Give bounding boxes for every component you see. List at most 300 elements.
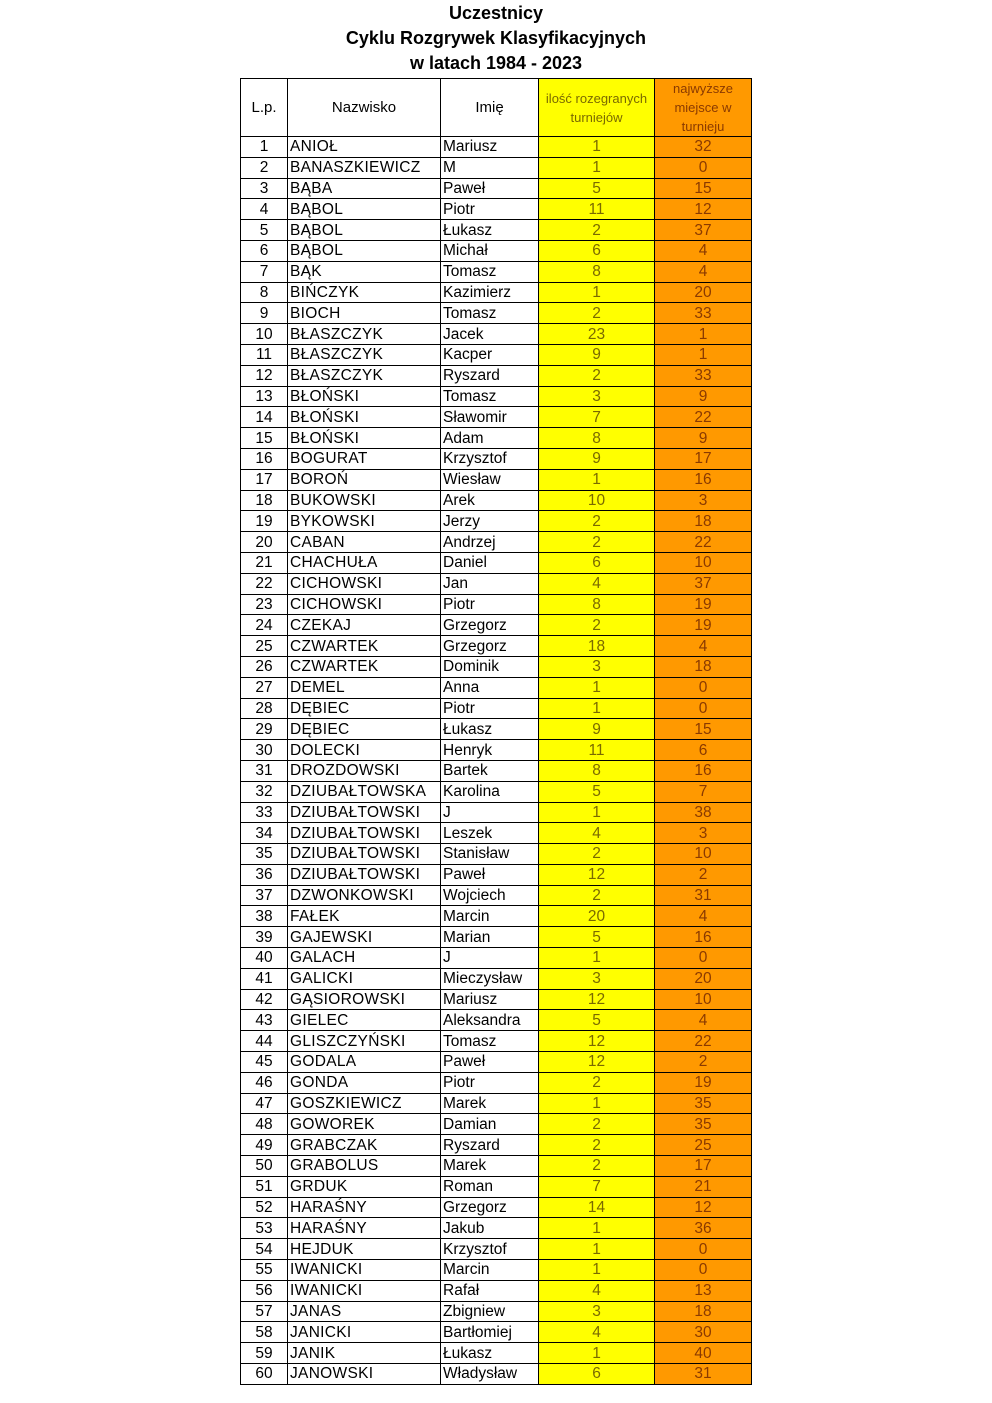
table-row (241, 1010, 752, 1031)
table-row (241, 199, 752, 220)
cell-count: 10 (539, 490, 655, 511)
cell-surname: DĘBIEC (288, 719, 441, 740)
cell-surname: BUKOWSKI (288, 490, 441, 511)
cell-name: Ryszard (441, 365, 539, 386)
cell-lp: 4 (241, 199, 288, 220)
cell-lp: 26 (241, 656, 288, 677)
cell-lp: 28 (241, 698, 288, 719)
cell-name: Łukasz (441, 719, 539, 740)
table-row (241, 594, 752, 615)
cell-count: 1 (539, 948, 655, 969)
cell-count: 14 (539, 1197, 655, 1218)
cell-count: 5 (539, 781, 655, 802)
cell-best: 21 (655, 1176, 752, 1197)
cell-best: 17 (655, 1156, 752, 1177)
cell-name: Marcin (441, 906, 539, 927)
cell-best: 37 (655, 220, 752, 241)
cell-best: 20 (655, 968, 752, 989)
table-row (241, 1052, 752, 1073)
cell-name: Piotr (441, 1072, 539, 1093)
cell-count: 5 (539, 927, 655, 948)
cell-name: Karolina (441, 781, 539, 802)
cell-surname: BŁASZCZYK (288, 344, 441, 365)
cell-lp: 41 (241, 968, 288, 989)
cell-surname: CZEKAJ (288, 615, 441, 636)
cell-lp: 29 (241, 719, 288, 740)
cell-lp: 57 (241, 1301, 288, 1322)
cell-name: Grzegorz (441, 636, 539, 657)
cell-best: 32 (655, 137, 752, 158)
cell-best: 22 (655, 1031, 752, 1052)
cell-name: Grzegorz (441, 1197, 539, 1218)
cell-lp: 31 (241, 760, 288, 781)
cell-best: 16 (655, 469, 752, 490)
cell-count: 2 (539, 220, 655, 241)
cell-lp: 36 (241, 864, 288, 885)
cell-name: Aleksandra (441, 1010, 539, 1031)
cell-count: 2 (539, 303, 655, 324)
cell-count: 2 (539, 365, 655, 386)
cell-best: 2 (655, 864, 752, 885)
cell-count: 12 (539, 1031, 655, 1052)
cell-surname: JANIK (288, 1343, 441, 1364)
cell-count: 1 (539, 282, 655, 303)
table-row (241, 1239, 752, 1260)
cell-name: Henryk (441, 740, 539, 761)
cell-name: Adam (441, 428, 539, 449)
cell-name: Marcin (441, 1260, 539, 1281)
cell-best: 0 (655, 948, 752, 969)
cell-lp: 52 (241, 1197, 288, 1218)
cell-lp: 51 (241, 1176, 288, 1197)
cell-lp: 20 (241, 532, 288, 553)
cell-lp: 40 (241, 948, 288, 969)
table-row (241, 240, 752, 261)
cell-lp: 59 (241, 1343, 288, 1364)
cell-best: 15 (655, 719, 752, 740)
header-surname: Nazwisko (288, 79, 441, 137)
table-row (241, 552, 752, 573)
cell-lp: 25 (241, 636, 288, 657)
cell-surname: BĄBOL (288, 199, 441, 220)
table-row (241, 719, 752, 740)
cell-name: Piotr (441, 698, 539, 719)
table-row (241, 802, 752, 823)
cell-lp: 27 (241, 677, 288, 698)
table-row (241, 823, 752, 844)
cell-count: 2 (539, 844, 655, 865)
cell-name: Damian (441, 1114, 539, 1135)
cell-best: 10 (655, 844, 752, 865)
cell-name: Władysław (441, 1364, 539, 1385)
cell-best: 18 (655, 656, 752, 677)
table-row (241, 220, 752, 241)
cell-best: 2 (655, 1052, 752, 1073)
cell-count: 1 (539, 802, 655, 823)
cell-surname: BŁASZCZYK (288, 365, 441, 386)
table-row (241, 1343, 752, 1364)
table-row (241, 157, 752, 178)
table-header-row (241, 79, 752, 137)
cell-count: 1 (539, 137, 655, 158)
table-row (241, 615, 752, 636)
cell-best: 1 (655, 324, 752, 345)
cell-surname: DOLECKI (288, 740, 441, 761)
cell-count: 1 (539, 1343, 655, 1364)
cell-count: 7 (539, 407, 655, 428)
cell-name: J (441, 802, 539, 823)
table-row (241, 636, 752, 657)
cell-best: 6 (655, 740, 752, 761)
cell-surname: HARAŚNY (288, 1197, 441, 1218)
cell-name: Ryszard (441, 1135, 539, 1156)
cell-best: 0 (655, 157, 752, 178)
table-row (241, 989, 752, 1010)
cell-surname: CABAN (288, 532, 441, 553)
cell-name: Kazimierz (441, 282, 539, 303)
cell-lp: 35 (241, 844, 288, 865)
table-row (241, 573, 752, 594)
table-row (241, 656, 752, 677)
cell-name: Tomasz (441, 1031, 539, 1052)
cell-surname: BĄBOL (288, 240, 441, 261)
cell-name: Paweł (441, 864, 539, 885)
cell-best: 0 (655, 1260, 752, 1281)
cell-count: 1 (539, 1218, 655, 1239)
cell-count: 1 (539, 677, 655, 698)
cell-surname: BOROŃ (288, 469, 441, 490)
cell-lp: 1 (241, 137, 288, 158)
cell-best: 0 (655, 698, 752, 719)
table-row (241, 178, 752, 199)
table-row (241, 1031, 752, 1052)
cell-best: 1 (655, 344, 752, 365)
cell-name: Roman (441, 1176, 539, 1197)
cell-best: 33 (655, 303, 752, 324)
cell-surname: FAŁEK (288, 906, 441, 927)
header-count: ilość rozegranych turniejów (539, 79, 655, 137)
cell-best: 31 (655, 1364, 752, 1385)
table-row (241, 1260, 752, 1281)
table-row (241, 137, 752, 158)
cell-surname: GALACH (288, 948, 441, 969)
cell-lp: 49 (241, 1135, 288, 1156)
cell-best: 7 (655, 781, 752, 802)
cell-count: 9 (539, 344, 655, 365)
cell-count: 11 (539, 199, 655, 220)
page-title (0, 1, 992, 76)
cell-name: Piotr (441, 594, 539, 615)
table-row (241, 1135, 752, 1156)
cell-surname: DĘBIEC (288, 698, 441, 719)
table-row (241, 1093, 752, 1114)
table-row (241, 386, 752, 407)
cell-best: 10 (655, 552, 752, 573)
cell-lp: 24 (241, 615, 288, 636)
cell-best: 4 (655, 636, 752, 657)
cell-best: 16 (655, 760, 752, 781)
cell-surname: DZIUBAŁTOWSKI (288, 844, 441, 865)
cell-surname: HEJDUK (288, 1239, 441, 1260)
cell-name: Jerzy (441, 511, 539, 532)
cell-name: Mariusz (441, 137, 539, 158)
cell-name: J (441, 948, 539, 969)
cell-name: M (441, 157, 539, 178)
header-name: Imię (441, 79, 539, 137)
cell-name: Marian (441, 927, 539, 948)
cell-name: Jacek (441, 324, 539, 345)
cell-name: Anna (441, 677, 539, 698)
cell-surname: GOSZKIEWICZ (288, 1093, 441, 1114)
table-row (241, 532, 752, 553)
cell-surname: CHACHUŁA (288, 552, 441, 573)
cell-name: Bartłomiej (441, 1322, 539, 1343)
cell-lp: 58 (241, 1322, 288, 1343)
table-row (241, 968, 752, 989)
cell-name: Kacper (441, 344, 539, 365)
table-row (241, 1156, 752, 1177)
cell-lp: 2 (241, 157, 288, 178)
cell-lp: 19 (241, 511, 288, 532)
table-row (241, 428, 752, 449)
cell-lp: 16 (241, 448, 288, 469)
table-row (241, 1218, 752, 1239)
table-row (241, 781, 752, 802)
cell-count: 2 (539, 1156, 655, 1177)
cell-count: 2 (539, 615, 655, 636)
cell-surname: JANAS (288, 1301, 441, 1322)
table-row (241, 1364, 752, 1385)
cell-surname: GLISZCZYŃSKI (288, 1031, 441, 1052)
cell-surname: BĄK (288, 261, 441, 282)
cell-best: 3 (655, 823, 752, 844)
cell-best: 0 (655, 677, 752, 698)
table-row (241, 282, 752, 303)
cell-surname: DEMEL (288, 677, 441, 698)
cell-count: 3 (539, 1301, 655, 1322)
cell-surname: GAJEWSKI (288, 927, 441, 948)
table-row (241, 261, 752, 282)
cell-best: 40 (655, 1343, 752, 1364)
cell-count: 3 (539, 968, 655, 989)
table-row (241, 927, 752, 948)
cell-surname: DZIUBAŁTOWSKA (288, 781, 441, 802)
cell-name: Rafał (441, 1280, 539, 1301)
cell-best: 37 (655, 573, 752, 594)
cell-count: 4 (539, 1280, 655, 1301)
cell-count: 8 (539, 760, 655, 781)
cell-best: 12 (655, 199, 752, 220)
cell-surname: GĄSIOROWSKI (288, 989, 441, 1010)
cell-surname: IWANICKI (288, 1260, 441, 1281)
table-row (241, 469, 752, 490)
cell-count: 4 (539, 573, 655, 594)
cell-count: 2 (539, 532, 655, 553)
cell-lp: 53 (241, 1218, 288, 1239)
cell-lp: 45 (241, 1052, 288, 1073)
cell-lp: 37 (241, 885, 288, 906)
cell-count: 3 (539, 656, 655, 677)
cell-name: Bartek (441, 760, 539, 781)
cell-best: 3 (655, 490, 752, 511)
cell-best: 18 (655, 1301, 752, 1322)
cell-lp: 10 (241, 324, 288, 345)
cell-best: 19 (655, 1072, 752, 1093)
cell-count: 2 (539, 1072, 655, 1093)
cell-name: Tomasz (441, 303, 539, 324)
cell-lp: 11 (241, 344, 288, 365)
cell-count: 6 (539, 1364, 655, 1385)
cell-lp: 56 (241, 1280, 288, 1301)
table-row (241, 1114, 752, 1135)
title-line-2: Cyklu Rozgrywek Klasyfikacyjnych (345, 28, 647, 48)
cell-name: Paweł (441, 1052, 539, 1073)
cell-count: 2 (539, 1135, 655, 1156)
cell-count: 1 (539, 1239, 655, 1260)
cell-best: 35 (655, 1093, 752, 1114)
cell-lp: 44 (241, 1031, 288, 1052)
cell-name: Marek (441, 1093, 539, 1114)
cell-lp: 5 (241, 220, 288, 241)
cell-count: 1 (539, 1260, 655, 1281)
cell-best: 18 (655, 511, 752, 532)
cell-lp: 13 (241, 386, 288, 407)
cell-best: 10 (655, 989, 752, 1010)
cell-surname: DZIUBAŁTOWSKI (288, 823, 441, 844)
cell-best: 36 (655, 1218, 752, 1239)
cell-surname: BĄBOL (288, 220, 441, 241)
cell-name: Daniel (441, 552, 539, 573)
table-row (241, 1280, 752, 1301)
cell-lp: 33 (241, 802, 288, 823)
cell-lp: 39 (241, 927, 288, 948)
table-row (241, 490, 752, 511)
cell-best: 4 (655, 261, 752, 282)
cell-surname: BANASZKIEWICZ (288, 157, 441, 178)
cell-count: 1 (539, 698, 655, 719)
cell-surname: DROZDOWSKI (288, 760, 441, 781)
cell-count: 8 (539, 594, 655, 615)
cell-count: 6 (539, 240, 655, 261)
cell-surname: IWANICKI (288, 1280, 441, 1301)
cell-count: 3 (539, 386, 655, 407)
cell-best: 30 (655, 1322, 752, 1343)
table-row (241, 948, 752, 969)
cell-name: Stanisław (441, 844, 539, 865)
table-row (241, 344, 752, 365)
participants-table (240, 78, 752, 1385)
cell-best: 4 (655, 1010, 752, 1031)
cell-name: Marek (441, 1156, 539, 1177)
table-row (241, 407, 752, 428)
cell-name: Jakub (441, 1218, 539, 1239)
cell-surname: BYKOWSKI (288, 511, 441, 532)
cell-lp: 42 (241, 989, 288, 1010)
cell-best: 20 (655, 282, 752, 303)
cell-best: 31 (655, 885, 752, 906)
cell-name: Wojciech (441, 885, 539, 906)
cell-count: 1 (539, 1093, 655, 1114)
cell-name: Jan (441, 573, 539, 594)
cell-best: 33 (655, 365, 752, 386)
table-row (241, 303, 752, 324)
header-lp: L.p. (241, 79, 288, 137)
cell-surname: DZWONKOWSKI (288, 885, 441, 906)
cell-surname: HARAŚNY (288, 1218, 441, 1239)
cell-best: 15 (655, 178, 752, 199)
cell-lp: 55 (241, 1260, 288, 1281)
cell-name: Łukasz (441, 220, 539, 241)
cell-lp: 3 (241, 178, 288, 199)
cell-count: 5 (539, 1010, 655, 1031)
cell-best: 4 (655, 906, 752, 927)
cell-lp: 14 (241, 407, 288, 428)
cell-best: 35 (655, 1114, 752, 1135)
cell-lp: 50 (241, 1156, 288, 1177)
title-line-1: Uczestnicy (448, 3, 544, 23)
cell-lp: 54 (241, 1239, 288, 1260)
cell-count: 18 (539, 636, 655, 657)
cell-count: 12 (539, 989, 655, 1010)
table-row (241, 906, 752, 927)
table-row (241, 448, 752, 469)
table-row (241, 698, 752, 719)
cell-surname: GRABCZAK (288, 1135, 441, 1156)
cell-surname: GIELEC (288, 1010, 441, 1031)
cell-name: Leszek (441, 823, 539, 844)
cell-lp: 38 (241, 906, 288, 927)
cell-count: 5 (539, 178, 655, 199)
cell-lp: 17 (241, 469, 288, 490)
cell-name: Krzysztof (441, 1239, 539, 1260)
cell-count: 23 (539, 324, 655, 345)
cell-best: 13 (655, 1280, 752, 1301)
cell-name: Grzegorz (441, 615, 539, 636)
cell-name: Arek (441, 490, 539, 511)
cell-best: 0 (655, 1239, 752, 1260)
cell-count: 11 (539, 740, 655, 761)
cell-count: 4 (539, 1322, 655, 1343)
cell-lp: 21 (241, 552, 288, 573)
cell-lp: 18 (241, 490, 288, 511)
table-row (241, 324, 752, 345)
cell-count: 7 (539, 1176, 655, 1197)
cell-count: 2 (539, 511, 655, 532)
cell-lp: 7 (241, 261, 288, 282)
cell-lp: 6 (241, 240, 288, 261)
table-row (241, 760, 752, 781)
cell-surname: GRDUK (288, 1176, 441, 1197)
cell-lp: 30 (241, 740, 288, 761)
cell-surname: ANIOŁ (288, 137, 441, 158)
cell-best: 9 (655, 428, 752, 449)
cell-name: Michał (441, 240, 539, 261)
cell-lp: 15 (241, 428, 288, 449)
table-row (241, 864, 752, 885)
cell-surname: JANICKI (288, 1322, 441, 1343)
cell-lp: 48 (241, 1114, 288, 1135)
cell-count: 12 (539, 1052, 655, 1073)
table-row (241, 1176, 752, 1197)
cell-surname: BŁASZCZYK (288, 324, 441, 345)
table-row (241, 1322, 752, 1343)
cell-count: 1 (539, 469, 655, 490)
table-row (241, 511, 752, 532)
cell-name: Paweł (441, 178, 539, 199)
table-row (241, 1301, 752, 1322)
cell-lp: 8 (241, 282, 288, 303)
cell-count: 1 (539, 157, 655, 178)
